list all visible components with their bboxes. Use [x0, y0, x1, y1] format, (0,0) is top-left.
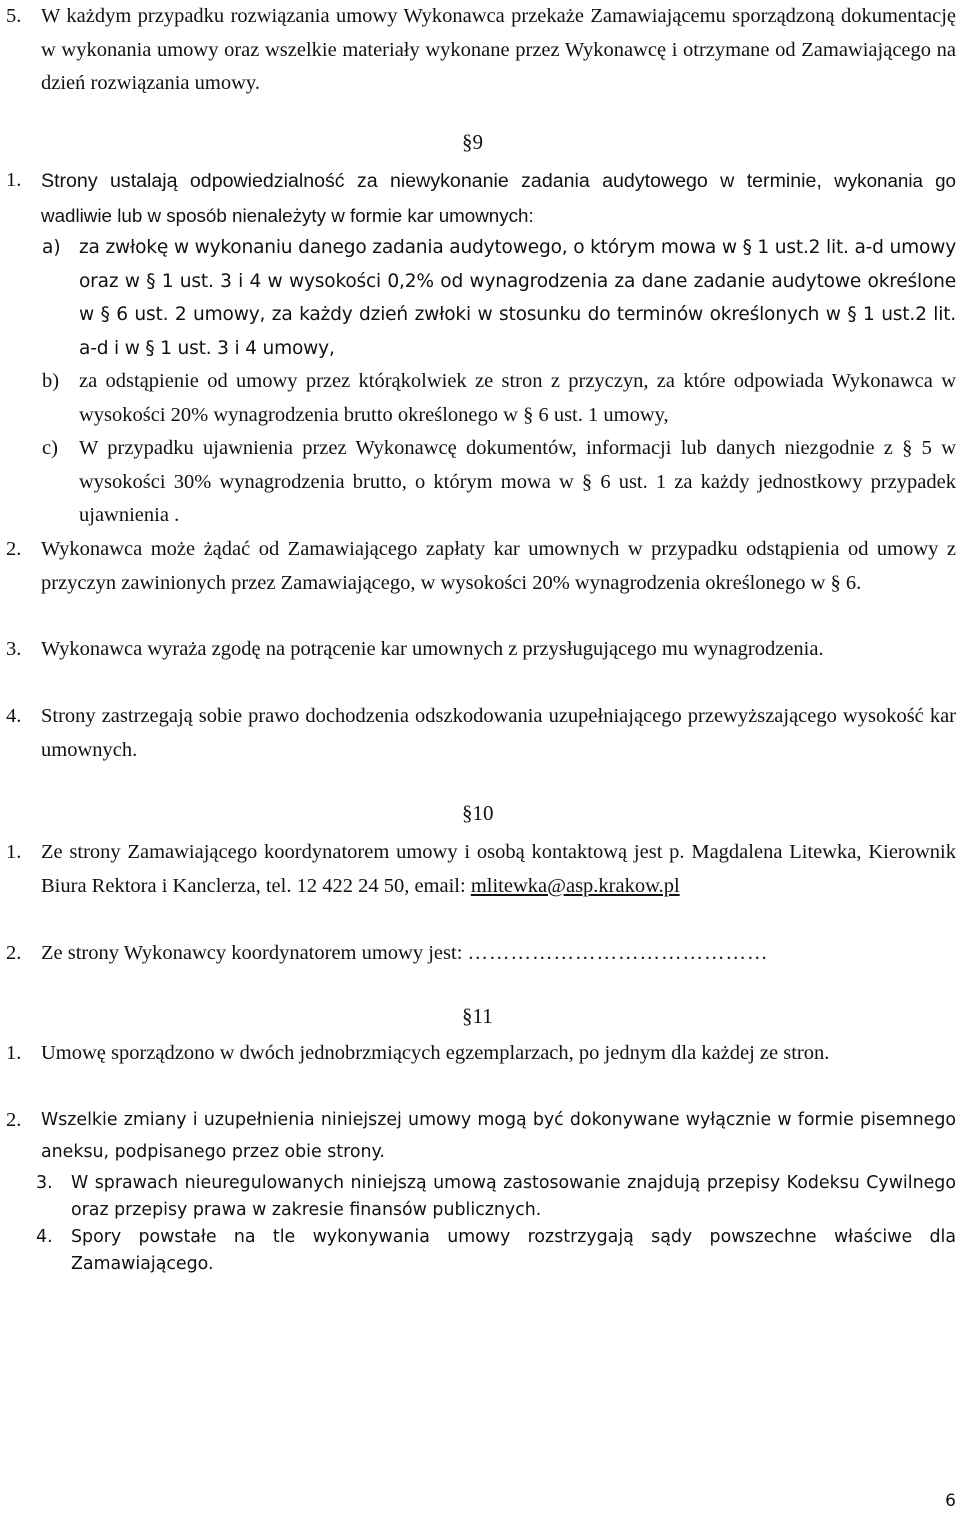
item-text: za odstąpienie od umowy przez którąkolwiek ze stron z przyczyn, za które odpowiada Wykonawca w wysokości 20% wynagrodzenia brutto określonego w § 6 ust. 1 umowy,: [79, 370, 956, 426]
paragraph-text: Strony zastrzegają sobie prawo dochodzenia odszkodowania uzupełniającego przewyższającego wysokość kar umownych.: [41, 705, 956, 761]
section-9-heading: §9: [462, 130, 483, 154]
blank-fill-dots: ……………………………………: [467, 942, 769, 964]
item-letter: a): [42, 237, 61, 258]
sec9-paragraph-4: [6, 700, 956, 767]
sec11-paragraph-3: [36, 1170, 956, 1224]
email-link[interactable]: mlitewka@asp.krakow.pl: [470, 874, 680, 897]
paragraph-text: Ze strony Wykonawcy koordynatorem umowy jest:: [41, 942, 468, 964]
sec9-item-a: [42, 231, 956, 365]
paragraph-number: 1.: [6, 841, 22, 863]
paragraph-number: 2.: [6, 1109, 22, 1131]
paragraph-text: Strony ustalają odpowiedzialność za niewykonanie zadania audytowego w terminie,: [41, 170, 835, 192]
paragraph-text: Wykonawca wyraża zgodę na potrącenie kar umownych z przysługującego mu wynagrodzenia.: [41, 638, 824, 660]
sec9-paragraph-2: [6, 533, 956, 600]
paragraph-text: Ze strony Zamawiającego koordynatorem umowy i osobą kontaktową jest p. Magdalena Litewka, Kierownik Biura Rektora i Kanclerza, tel. 12 422 24 50, email:: [41, 841, 956, 897]
paragraph-number: 2.: [6, 538, 22, 560]
paragraph-number: 1.: [6, 1042, 22, 1064]
paragraph-text: Wykonawca może żądać od Zamawiającego zapłaty kar umownych w przypadku odstąpienia od umowy z przyczyn zawinionych przez Zamawiającego, w wysokości 20% wynagrodzenia określonego w § 6.: [41, 538, 956, 594]
paragraph-5: [6, 0, 956, 101]
paragraph-number: 4.: [6, 705, 22, 727]
item-letter: c): [42, 437, 58, 459]
paragraph-number: 1.: [6, 169, 22, 191]
paragraph-text-continued: wykonania go wadliwie lub w sposób nienależyty w formie kar umownych:: [41, 170, 957, 226]
paragraph-text: W sprawach nieuregulowanych niniejszą umową zastosowanie znajdują przepisy Kodeksu Cywilnego oraz przepisy prawa w zakresie finansów publicznych.: [71, 1173, 956, 1220]
paragraph-number: 3.: [36, 1173, 53, 1193]
sec10-paragraph-1: [6, 836, 956, 903]
item-letter: b): [42, 370, 60, 392]
sec11-paragraph-4: [36, 1224, 956, 1278]
paragraph-number: 3.: [6, 638, 22, 660]
paragraph-text: Spory powstałe na tle wykonywania umowy rozstrzygają sądy powszechne właściwe dla Zamawiającego.: [71, 1227, 956, 1274]
sec9-item-c: [42, 432, 956, 533]
sec9-paragraph-1: [6, 164, 956, 233]
sec11-paragraph-1: [6, 1037, 956, 1071]
page-number: 6: [945, 1491, 956, 1511]
sec9-item-b: [42, 365, 956, 432]
paragraph-number: 5.: [6, 5, 22, 27]
sec9-paragraph-3: [6, 633, 956, 667]
sec11-paragraph-2: [6, 1104, 956, 1168]
item-text: W przypadku ujawnienia przez Wykonawcę dokumentów, informacji lub danych niezgodnie z § 5 w wysokości 30% wynagrodzenia brutto, o którym mowa w § 6 ust. 1 za każdy jednostkowy przypadek ujawnienia .: [79, 437, 956, 526]
paragraph-text: Umowę sporządzono w dwóch jednobrzmiących egzemplarzach, po jednym dla każdej ze stron.: [41, 1042, 830, 1064]
section-10-heading: §10: [462, 801, 494, 825]
paragraph-text: Wszelkie zmiany i uzupełnienia niniejszej umowy mogą być dokonywane wyłącznie w formie pisemnego aneksu, podpisanego przez obie strony.: [41, 1110, 956, 1162]
paragraph-number: 2.: [6, 942, 22, 964]
sec10-paragraph-2: [6, 937, 956, 971]
section-11-heading: §11: [462, 1004, 493, 1028]
paragraph-text: W każdym przypadku rozwiązania umowy Wykonawca przekaże Zamawiającemu sporządzoną dokumentację w wykonania umowy oraz wszelkie materiały wykonane przez Wykonawcę i otrzymane od Zamawiającego na dzień rozwiązania umowy.: [41, 5, 956, 94]
paragraph-number: 4.: [36, 1227, 53, 1247]
item-text: za zwłokę w wykonaniu danego zadania audytowego, o którym mowa w § 1 ust.2 lit. a-d umowy oraz w § 1 ust. 3 i 4 w wysokości 0,2% od wynagrodzenia za dane zadanie audytowe określone w § 6 ust. 2 umowy, za każdy dzień zwłoki w stosunku do terminów określonych w § 1 ust.2 lit. a-d i w § 1 ust. 3 i 4 umowy,: [79, 237, 956, 359]
